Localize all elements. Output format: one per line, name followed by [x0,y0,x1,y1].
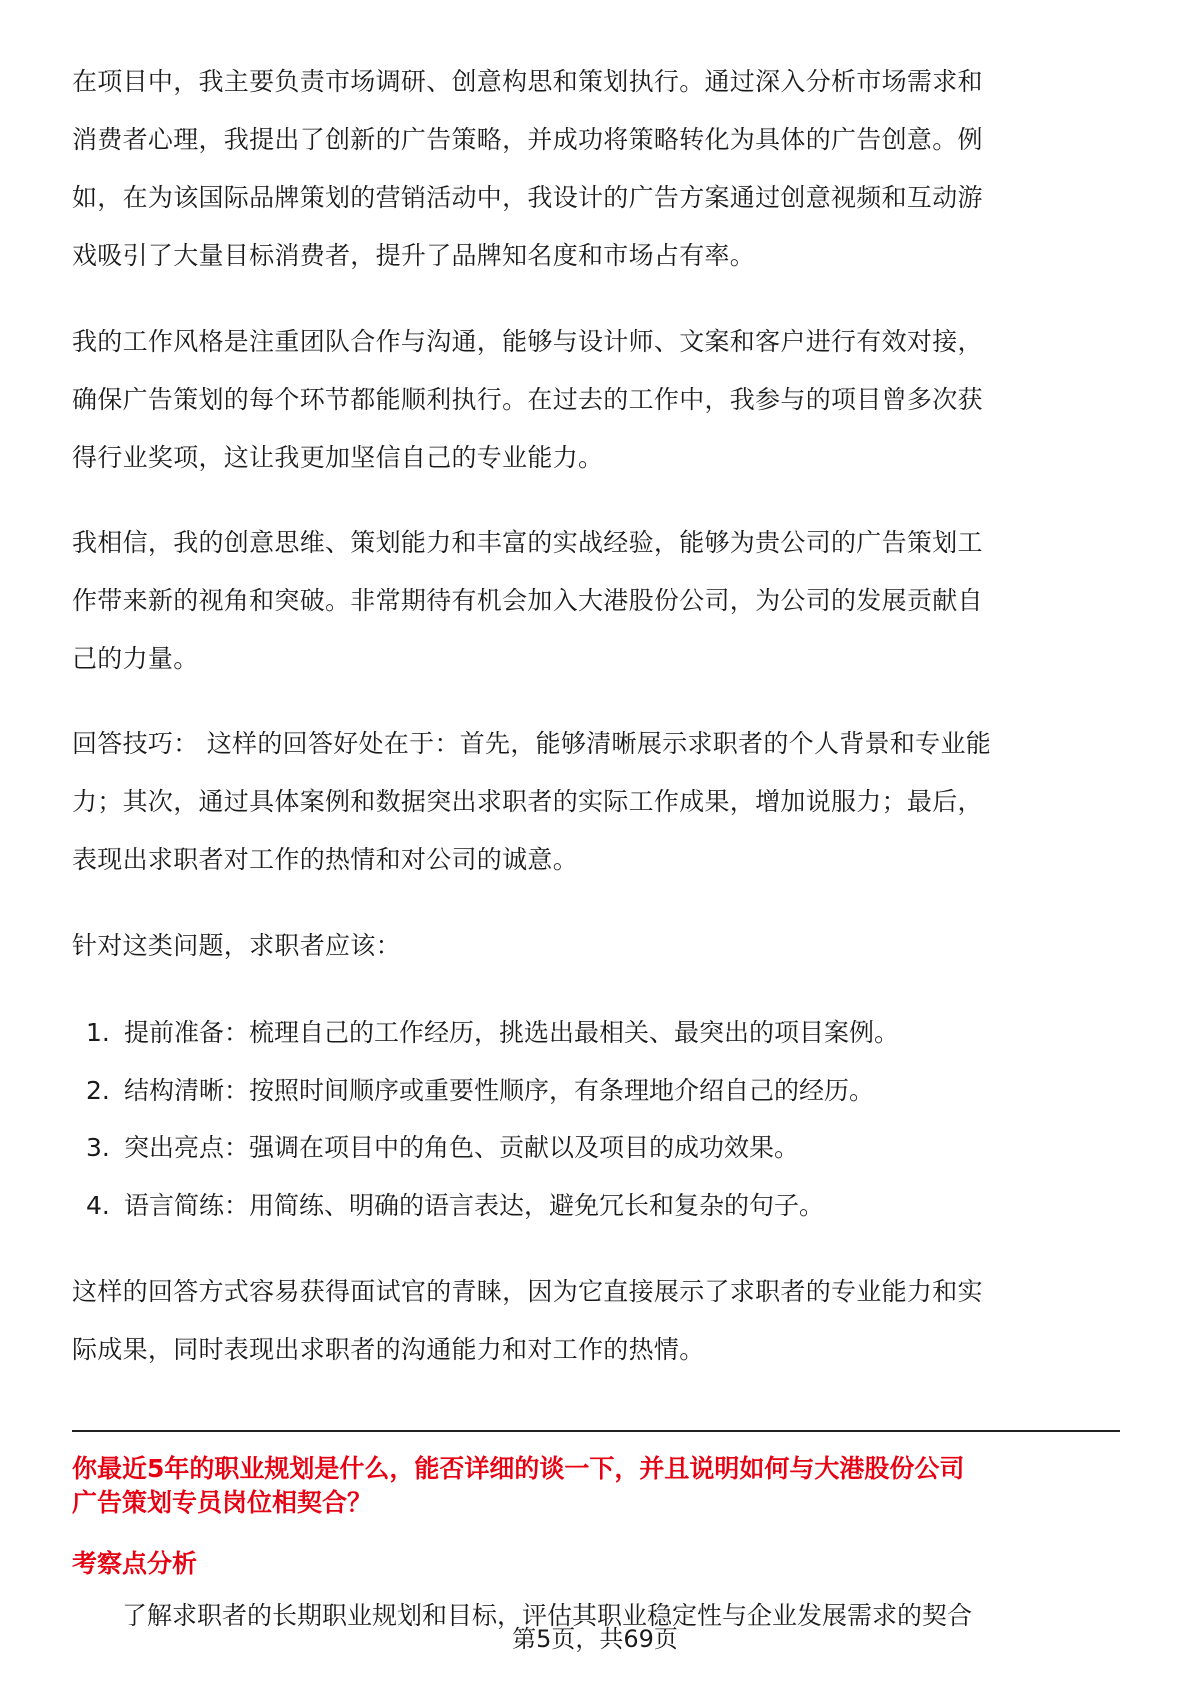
list-item [86,1075,874,1107]
text-line: 这样的回答方式容易获得面试官的青睐，因为它直接展示了求职者的专业能力和实 [72,1277,983,1306]
question-heading: 你最近5年的职业规划是什么，能否详细的谈一下，并且说明如何与大港股份公司 [72,1454,965,1483]
text-line: 力；其次，通过具体案例和数据突出求职者的实际工作成果，增加说服力；最后， [72,787,983,816]
section-heading: 考察点分析 [72,1549,198,1578]
list-item [86,1132,799,1164]
text-line: 回答技巧： 这样的回答好处在于：首先，能够清晰展示求职者的个人背景和专业能 [72,729,992,758]
text-line: 针对这类问题，求职者应该： [72,931,401,960]
text-line: 表现出求职者对工作的热情和对公司的诚意。 [72,845,579,874]
list-text: 结构清晰：按照时间顺序或重要性顺序，有条理地介绍自己的经历。 [124,1076,875,1105]
page-footer: 第5页，共69页 [512,1625,678,1653]
section-divider [72,1430,1120,1432]
list-item [86,1190,824,1222]
question-heading: 广告策划专员岗位相契合？ [72,1488,373,1517]
text-line: 己的力量。 [72,644,199,673]
text-line: 消费者心理，我提出了创新的广告策略，并成功将策略转化为具体的广告创意。例 [72,125,983,154]
list-item [86,1017,899,1049]
text-line: 作带来新的视角和突破。非常期待有机会加入大港股份公司，为公司的发展贡献自 [72,586,983,615]
text-line: 我相信，我的创意思维、策划能力和丰富的实战经验，能够为贵公司的广告策划工 [72,528,983,557]
text-line: 在项目中，我主要负责市场调研、创意构思和策划执行。通过深入分析市场需求和 [72,67,983,96]
list-text: 提前准备：梳理自己的工作经历，挑选出最相关、最突出的项目案例。 [124,1018,900,1047]
text-line: 际成果，同时表现出求职者的沟通能力和对工作的热情。 [72,1335,705,1364]
text-line: 确保广告策划的每个环节都能顺利执行。在过去的工作中，我参与的项目曾多次获 [72,385,983,414]
list-number: 3. [86,1133,110,1162]
text-line: 如，在为该国际品牌策划的营销活动中，我设计的广告方案通过创意视频和互动游 [72,183,983,212]
text-line: 我的工作风格是注重团队合作与沟通，能够与设计师、文案和客户进行有效对接， [72,327,983,356]
text-line: 得行业奖项，这让我更加坚信自己的专业能力。 [72,443,604,472]
text-line: 戏吸引了大量目标消费者，提升了品牌知名度和市场占有率。 [72,241,756,270]
list-text: 突出亮点：强调在项目中的角色、贡献以及项目的成功效果。 [124,1133,800,1162]
list-number: 4. [86,1191,110,1220]
list-text: 语言简练：用简练、明确的语言表达，避免冗长和复杂的句子。 [124,1191,825,1220]
cut-off-line: 了解求职者的长期职业规划和目标，评估其职业稳定性与企业发展需求的契合 [122,1601,973,1630]
list-number: 2. [86,1076,110,1105]
list-number: 1. [86,1018,110,1047]
